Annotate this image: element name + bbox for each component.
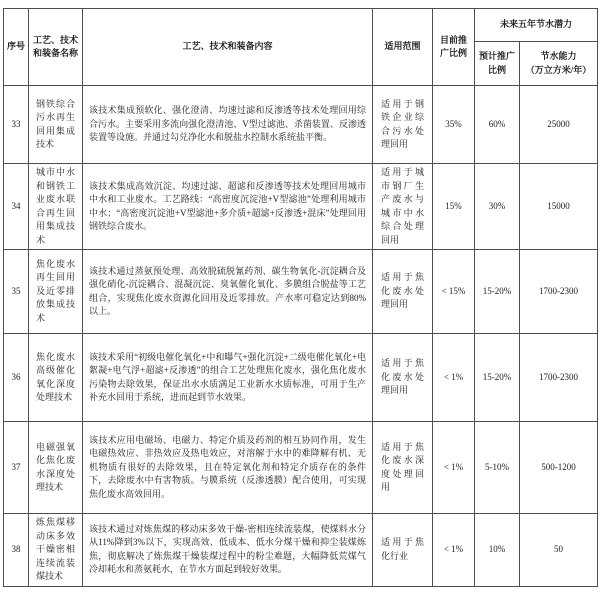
table-row: [4, 250, 598, 334]
row-current-ratio: < 1%: [433, 334, 475, 422]
row-scope: 适用于焦化行业: [373, 514, 433, 587]
row-tech-content: 该技术集成预软化、强化澄清、均速过滤和反渗透等技术处理回用综合污水。主要采用多流向强化澄清池、V型过滤池、杀菌装置、反渗透装置等设施。并通过勾兑净化水和脱盐水控制水系统盐平衡。: [83, 86, 373, 164]
water-saving-technology-table: [3, 8, 598, 587]
table-row: [4, 514, 598, 587]
header-no: 序号: [4, 9, 29, 86]
row-no: 38: [4, 514, 29, 587]
header-future-group: 未来五年节水潜力: [475, 9, 598, 42]
row-expected-ratio: 60%: [475, 86, 520, 164]
row-expected-ratio: 15-20%: [475, 250, 520, 334]
row-expected-ratio: 5-10%: [475, 422, 520, 514]
row-scope: 适用于焦化废水处理回用: [373, 334, 433, 422]
row-current-ratio: < 1%: [433, 422, 475, 514]
row-tech-name: 焦化废水高级催化氧化深度处理技术: [29, 334, 83, 422]
row-tech-name: 电磁强氧化焦化废水深度处理技术: [29, 422, 83, 514]
row-no: 34: [4, 164, 29, 250]
row-tech-content: 该技术集成高效沉淀、均速过滤、超滤和反渗透等技术处理回用城市中水和工业废水。工艺路线：“高密度沉淀池+V型滤池”处理利用城市中水；“高密度沉淀池+V型滤池+多介质+超滤+反渗透+混床”处理回用钢铁综合废水。: [83, 164, 373, 250]
row-current-ratio: 15%: [433, 164, 475, 250]
row-capacity: 50: [520, 514, 598, 587]
row-current-ratio: < 15%: [433, 250, 475, 334]
row-capacity: 25000: [520, 86, 598, 164]
row-capacity: 15000: [520, 164, 598, 250]
header-current-ratio: 目前推广比例: [433, 9, 475, 86]
row-tech-name: 焦化废水再生回用及近零排放集成技术: [29, 250, 83, 334]
row-current-ratio: < 1%: [433, 514, 475, 587]
row-expected-ratio: 15-20%: [475, 334, 520, 422]
row-tech-content: 该技术通过对炼焦煤的移动床多效干燥-密相连续流装煤，使煤料水分从11%降到3%以下，实现高效、低成本、低水分煤干燥和抑尘装煤炼焦，彻底解决了炼焦煤干燥装煤过程中的粉尘难题，大幅降低荒煤气冷却耗水和蒸氨耗水，在节水方面起到较好效果。: [83, 514, 373, 587]
row-no: 37: [4, 422, 29, 514]
row-scope: 适用于焦化废水深度处理回用: [373, 422, 433, 514]
header-content: 工艺、技术和装备内容: [83, 9, 373, 86]
row-tech-name: 城市中水和钢铁工业废水联合再生回用集成技术: [29, 164, 83, 250]
table-row: [4, 86, 598, 164]
header-capacity: [520, 42, 598, 86]
row-scope: 适用于城市钢厂生产废水与城市中水综合处理回用: [373, 164, 433, 250]
row-scope: 适用于焦化废水处理回用: [373, 250, 433, 334]
row-tech-name: 钢铁综合污水再生回用集成技术: [29, 86, 83, 164]
row-capacity: 500-1200: [520, 422, 598, 514]
row-expected-ratio: 30%: [475, 164, 520, 250]
header-row-top: [4, 9, 598, 42]
row-capacity: 1700-2300: [520, 334, 598, 422]
row-capacity: 1700-2300: [520, 250, 598, 334]
table-row: [4, 164, 598, 250]
header-capacity-line2: （万立方米/年）: [525, 64, 592, 75]
table-row: [4, 422, 598, 514]
table-row: [4, 334, 598, 422]
row-expected-ratio: 10%: [475, 514, 520, 587]
row-no: 36: [4, 334, 29, 422]
header-scope: 适用范围: [373, 9, 433, 86]
row-current-ratio: 35%: [433, 86, 475, 164]
row-tech-content: 该技术采用“初级电催化氧化+中和曝气+强化沉淀+二级电催化氧化+电絮凝+电气浮+超滤+反渗透”的组合工艺处理焦化废水，强化焦化废水污染物去除效果，保证出水水质满足工业新水水质标准，可用于生产补充水回用于系统，进而起到节水效果。: [83, 334, 373, 422]
header-name: 工艺、技术和装备名称: [29, 9, 83, 86]
row-tech-content: 该技术应用电磁场、电磁力、特定介质及药剂的相互协同作用，发生电磁热效应、非热效应及热电效应，对溶解于水中的难降解有机、无机物质有很好的去除效果，且在特定氧化剂和特定介质存在的条件下，去除废水中有害物质。与膜系统（反渗透膜）配合使用，可实现焦化废水高效回用。: [83, 422, 373, 514]
row-scope: 适用于钢铁企业综合污水处理回用: [373, 86, 433, 164]
row-no: 35: [4, 250, 29, 334]
header-capacity-line1: 节水能力: [540, 51, 577, 61]
row-no: 33: [4, 86, 29, 164]
header-expected-ratio: 预计推广比例: [475, 42, 520, 86]
row-tech-content: 该技术通过蒸氨预处理、高效脱硫脱氰药剂、碳生物氧化-沉淀耦合及强化硝化-沉淀耦合、混凝沉淀、臭氧催化氧化、多膜组合脱盐等工艺组合，实现焦化废水资源化回用及近零排放。产水率可稳定达到80%以上。: [83, 250, 373, 334]
row-tech-name: 炼焦煤移动床多效干燥密相连续流装煤技术: [29, 514, 83, 587]
